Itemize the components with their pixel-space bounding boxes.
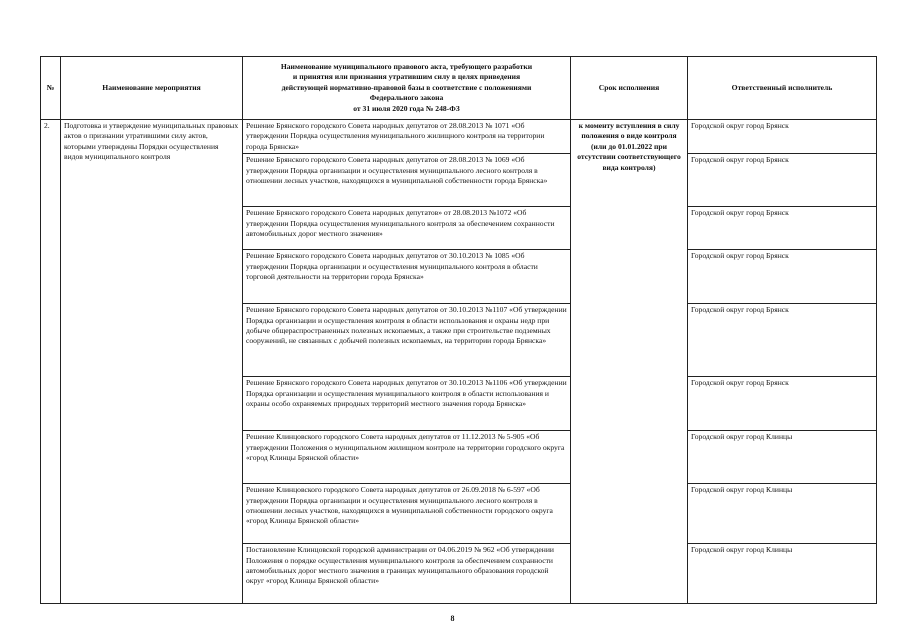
header-act-line: Федерального закона — [369, 93, 444, 103]
plan-table — [40, 56, 877, 604]
table-header-row — [41, 57, 877, 120]
responsible-cell: Городской округ город Брянск — [688, 304, 877, 377]
responsible-cell: Городской округ город Брянск — [688, 120, 877, 154]
act-cell: Постановление Клинцовской городской администрации от 04.06.2019 № 962 «Об утверждении Положения о порядке осуществления муниципального контроля за обеспечением сохранности автомобильных дорог местного значения в границах муниципального образования городской округ «город Клинцы Брянской области» — [243, 544, 571, 604]
act-cell: Решение Брянского городского Совета народных депутатов от 30.10.2013 №1106 «Об утверждении Порядка организации и осуществления муниципального контроля в области использования и охраны особо охраняемых природных территорий местного значения города Брянска» — [243, 377, 571, 431]
header-act-line: Наименование муниципального правового акта, требующего разработки — [280, 61, 533, 71]
act-cell: Решение Брянского городского Совета народных депутатов от 28.08.2013 № 1069 «Об утверждении Порядка организации и осуществления муниципального лесного контроля в отношении лесных участков, находящихся в муниципальной собственности города Брянска» — [243, 154, 571, 207]
table-row — [41, 120, 877, 154]
row-number: 2. — [41, 120, 61, 604]
header-act-line: и принятия или признания утратившим силу в целях приведения — [292, 72, 521, 82]
header-term: Срок исполнения — [571, 57, 688, 120]
header-event: Наименование мероприятия — [61, 57, 243, 120]
responsible-cell: Городской округ город Клинцы — [688, 544, 877, 604]
responsible-cell: Городской округ город Брянск — [688, 250, 877, 304]
act-cell: Решение Клинцовского городского Совета народных депутатов от 11.12.2013 № 5-905 «Об утверждении Положения о муниципальном жилищном контроле на территории городского округа «город Клинцы Брянской области» — [243, 431, 571, 484]
act-cell: Решение Брянского городского Совета народных депутатов» от 28.08.2013 №1072 «Об утверждении Порядка осуществления муниципального контроля за обеспечением сохранности автомобильных дорог местного значения» — [243, 207, 571, 250]
header-responsible: Ответственный исполнитель — [688, 57, 877, 120]
header-act — [243, 57, 571, 120]
act-cell: Решение Клинцовского городского Совета народных депутатов от 26.09.2018 № 6-597 «Об утверждении Порядка организации и осуществления муниципального лесного контроля в отношении лесных участков, находящихся в муниципальной собственности городского округа «город Клинцы Брянской области» — [243, 484, 571, 544]
act-cell: Решение Брянского городского Совета народных депутатов от 28.08.2013 № 1071 «Об утверждении Порядка осуществления муниципального жилищного контроля на территории города Брянска» — [243, 120, 571, 154]
header-number: № — [41, 57, 61, 120]
responsible-cell: Городской округ город Брянск — [688, 377, 877, 431]
page-number: 8 — [450, 614, 455, 623]
responsible-cell: Городской округ город Клинцы — [688, 484, 877, 544]
act-cell: Решение Брянского городского Совета народных депутатов от 30.10.2013 №1107 «Об утверждении Порядка организации и осуществления контроля в области использования и охраны недр при добыче общераспространенных полезных ископаемых, а также при строительстве подземных сооружений, не связанных с добычей полезных ископаемых, на территории города Брянска» — [243, 304, 571, 377]
header-act-line: от 31 июля 2020 года № 248-ФЗ — [353, 103, 460, 113]
event-cell: Подготовка и утверждение муниципальных правовых актов о признании утратившими силу актов, которыми утверждены Порядки осуществления видов муниципального контроля — [61, 120, 243, 604]
header-act-line: действующей нормативно-правовой базы в соответствие с положениями — [281, 82, 532, 92]
responsible-cell: Городской округ город Брянск — [688, 207, 877, 250]
term-cell: к моменту вступления в силу положения о виде контроля (или до 01.01.2022 при отсутствии соответствующего вида контроля) — [571, 120, 688, 604]
responsible-cell: Городской округ город Клинцы — [688, 431, 877, 484]
act-cell: Решение Брянского городского Совета народных депутатов от 30.10.2013 № 1085 «Об утверждении Порядка организации и осуществления муниципального контроля в области торговой деятельности на территории города Брянска» — [243, 250, 571, 304]
responsible-cell: Городской округ город Брянск — [688, 154, 877, 207]
